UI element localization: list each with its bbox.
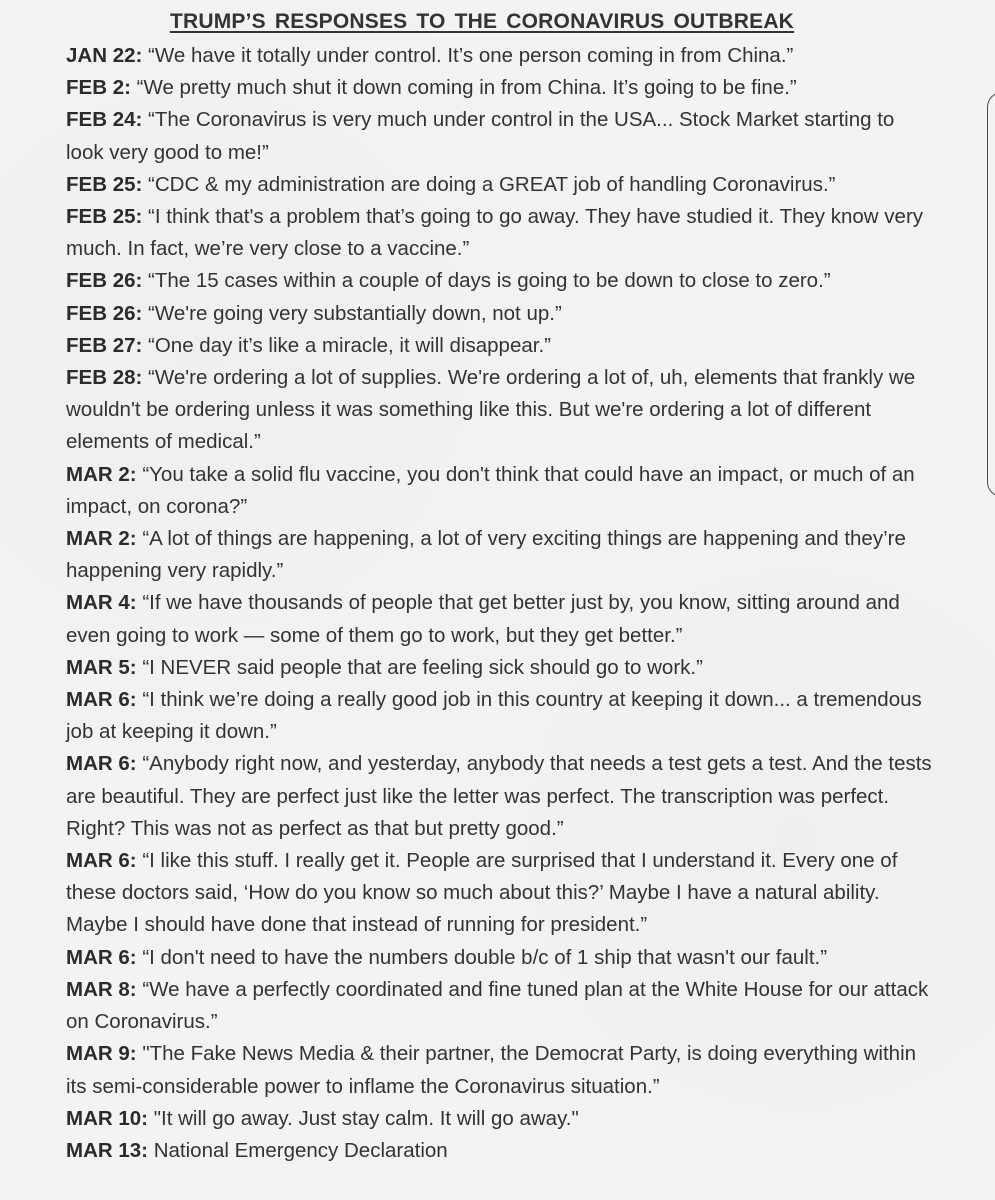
quote-entry — [66, 362, 936, 459]
quote-date: MAR 10: — [66, 1106, 149, 1130]
quote-entry — [66, 1103, 936, 1135]
quote-date: MAR 9: — [66, 1042, 137, 1066]
quote-text: “I think we’re doing a really good job in this country at keeping it down... a tremendous job at keeping it down.” — [66, 688, 922, 744]
quote-date: MAR 5: — [66, 655, 137, 679]
quote-entry — [66, 298, 936, 330]
quote-entry — [66, 1135, 936, 1167]
quote-entry — [66, 72, 936, 104]
quote-text: “A lot of things are happening, a lot of very exciting things are happening and they’re happening very rapidly.” — [66, 527, 906, 583]
quote-date: MAR 6: — [66, 752, 137, 776]
quote-date: FEB 25: — [66, 205, 143, 229]
quote-entry — [66, 942, 936, 974]
quote-text: “Anybody right now, and yesterday, anybody that needs a test gets a test. And the tests are beautiful. They are perfect just like the letter was perfect. The transcription was perfect. Right? This was not as perfect as that but pretty good.” — [66, 752, 932, 840]
quote-date: FEB 28: — [66, 366, 143, 390]
quote-entry — [66, 265, 936, 297]
quote-date: MAR 8: — [66, 977, 137, 1001]
quote-date: FEB 27: — [66, 333, 143, 357]
quote-text: “One day it’s like a miracle, it will disappear.” — [148, 333, 551, 357]
quote-text: “The Coronavirus is very much under control in the USA... Stock Market starting to look very good to me!” — [66, 108, 895, 164]
quote-date: FEB 25: — [66, 172, 143, 196]
quote-entry — [66, 974, 936, 1038]
quote-entry — [66, 845, 936, 942]
quote-text: “CDC & my administration are doing a GREAT job of handling Coronavirus.” — [148, 172, 836, 196]
quote-text: “I don't need to have the numbers double b/c of 1 ship that wasn't our fault.” — [142, 945, 828, 969]
quote-text: “We have it totally under control. It’s one person coming in from China.” — [148, 44, 794, 67]
page-title: TRUMP’S RESPONSES TO THE CORONAVIRUS OUTBREAK — [169, 10, 795, 33]
quote-text: “We're going very substantially down, not up.” — [148, 301, 562, 325]
device-frame-edge — [987, 92, 995, 497]
quote-text: “We have a perfectly coordinated and fine tuned plan at the White House for our attack on Coronavirus.” — [66, 977, 929, 1034]
quote-entry — [66, 684, 936, 748]
quote-entry — [66, 523, 936, 587]
quote-text: "It will go away. Just stay calm. It will go away." — [153, 1106, 579, 1130]
quote-entry — [66, 587, 936, 651]
quote-list — [66, 40, 936, 1167]
quote-date: FEB 26: — [66, 301, 143, 325]
quote-date: MAR 4: — [66, 591, 137, 615]
quote-entry — [66, 40, 936, 72]
quote-entry — [66, 104, 936, 168]
quote-date: MAR 13: — [66, 1138, 149, 1162]
quote-date: MAR 6: — [66, 688, 137, 712]
quote-date: JAN 22: — [66, 44, 143, 67]
quote-date: MAR 6: — [66, 849, 137, 873]
quote-date: MAR 2: — [66, 462, 137, 486]
quote-date: FEB 2: — [66, 76, 131, 100]
quote-entry — [66, 330, 936, 362]
quote-text: “We pretty much shut it down coming in from China. It’s going to be fine.” — [136, 76, 797, 100]
quote-entry — [66, 459, 936, 523]
quote-text: “The 15 cases within a couple of days is going to be down to close to zero.” — [148, 269, 831, 293]
quote-entry — [66, 748, 936, 845]
quote-text: “I think that's a problem that’s going to go away. They have studied it. They know very much. In fact, we’re very close to a vaccine.” — [66, 205, 924, 261]
quote-text: "The Fake News Media & their partner, the Democrat Party, is doing everything within its semi-considerable power to inflame the Coronavirus situation.” — [66, 1042, 917, 1098]
quote-date: MAR 2: — [66, 527, 137, 551]
quote-text: “You take a solid flu vaccine, you don't think that could have an impact, or much of an impact, on corona?” — [66, 462, 915, 518]
quote-date: FEB 24: — [66, 108, 143, 132]
quote-entry — [66, 652, 936, 684]
quote-text: “I like this stuff. I really get it. People are surprised that I understand it. Every one of these doctors said, ‘How do you know so much about this?’ Maybe I have a natural ability. Maybe I should have done that instead of running for president.” — [66, 849, 898, 937]
quote-entry — [66, 1038, 936, 1102]
quote-entry — [66, 201, 936, 265]
quote-entry — [66, 169, 936, 201]
quote-date: MAR 6: — [66, 945, 137, 969]
quote-text: “We're ordering a lot of supplies. We're ordering a lot of, uh, elements that frankly we wouldn't be ordering unless it was something like this. But we're ordering a lot of different elements of medical.” — [66, 366, 916, 454]
quote-text: National Emergency Declaration — [153, 1138, 448, 1162]
quote-text: “If we have thousands of people that get better just by, you know, sitting around and even going to work — some of them go to work, but they get better.” — [66, 591, 900, 647]
quote-text: “I NEVER said people that are feeling sick should go to work.” — [142, 655, 703, 679]
quote-date: FEB 26: — [66, 269, 143, 293]
